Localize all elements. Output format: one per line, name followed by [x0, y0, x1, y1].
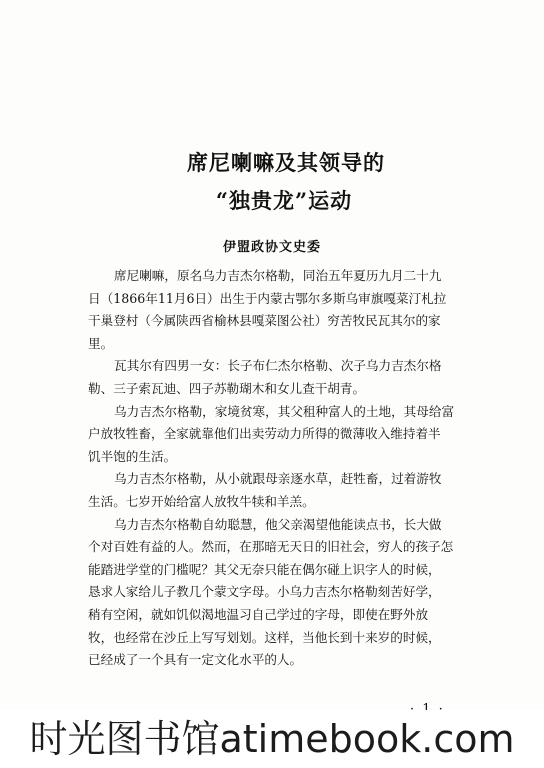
body-line: 已经成了一个具有一定文化水平的人。 — [88, 652, 303, 668]
body-line: 生活。七岁开始给富人放牧牛犊和羊羔。 — [88, 493, 315, 509]
body-line: 牧，也经常在沙丘上写写划划。这样，当他长到十来岁的时候， — [88, 629, 441, 645]
body-line: 乌力吉杰尔格勒，家境贫寒，其父租种富人的土地，其母给富 — [114, 403, 455, 419]
body-line: 瓦其尔有四男一女：长子布仁杰尔格勒、次子乌力吉杰尔格 — [114, 358, 442, 374]
body-line: 干巢登村（今属陕西省榆林县嘎菜图公社）穷苦牧民瓦其尔的家 — [88, 313, 441, 329]
body-line: 里。 — [88, 335, 114, 351]
body-line: 户放牧牲畜，全家就靠他们出卖劳动力所得的微薄收入维持着半 — [88, 426, 441, 442]
body-line: 日（1866年11月6日）出生于内蒙古鄂尔多斯乌审旗嘎菜汀札拉 — [88, 290, 447, 306]
watermark-banner: 时光图书馆atimebook.com — [0, 710, 544, 768]
body-line: 稍有空闲，就如饥似渴地温习自己学过的字母，即使在野外放 — [88, 606, 429, 622]
document-title-line-1: 席尼喇嘛及其领导的 — [187, 150, 385, 175]
document-title-line-2: “独贵龙”运动 — [215, 188, 353, 213]
body-line: 个对百姓有益的人。然而，在那暗无天日的旧社会，穷人的孩子怎 — [88, 539, 454, 555]
body-line: 饥半饱的生活。 — [88, 448, 177, 464]
body-line: 能踏进学堂的门槛呢？其父无奈只能在偶尔碰上识字人的时候， — [88, 561, 441, 577]
document-body — [88, 265, 476, 672]
body-line: 恳求人家给儿子教几个蒙文字母。小乌力吉杰尔格勒刻苦好学， — [88, 584, 441, 600]
body-line: 乌力吉杰尔格勒，从小就跟母亲逐水草，赶牲畜，过着游牧 — [114, 471, 442, 487]
document-author: 伊盟政协文史委 — [222, 240, 321, 255]
body-line: 席尼喇嘛，原名乌力吉杰尔格勒，同治五年夏历九月二十九 — [114, 268, 442, 283]
body-line: 乌力吉杰尔格勒自幼聪慧，他父亲渴望他能读点书，长大做 — [114, 516, 442, 532]
body-line: 勒、三子索瓦迪、四子苏勒瑚木和女儿查干胡青。 — [88, 380, 366, 396]
